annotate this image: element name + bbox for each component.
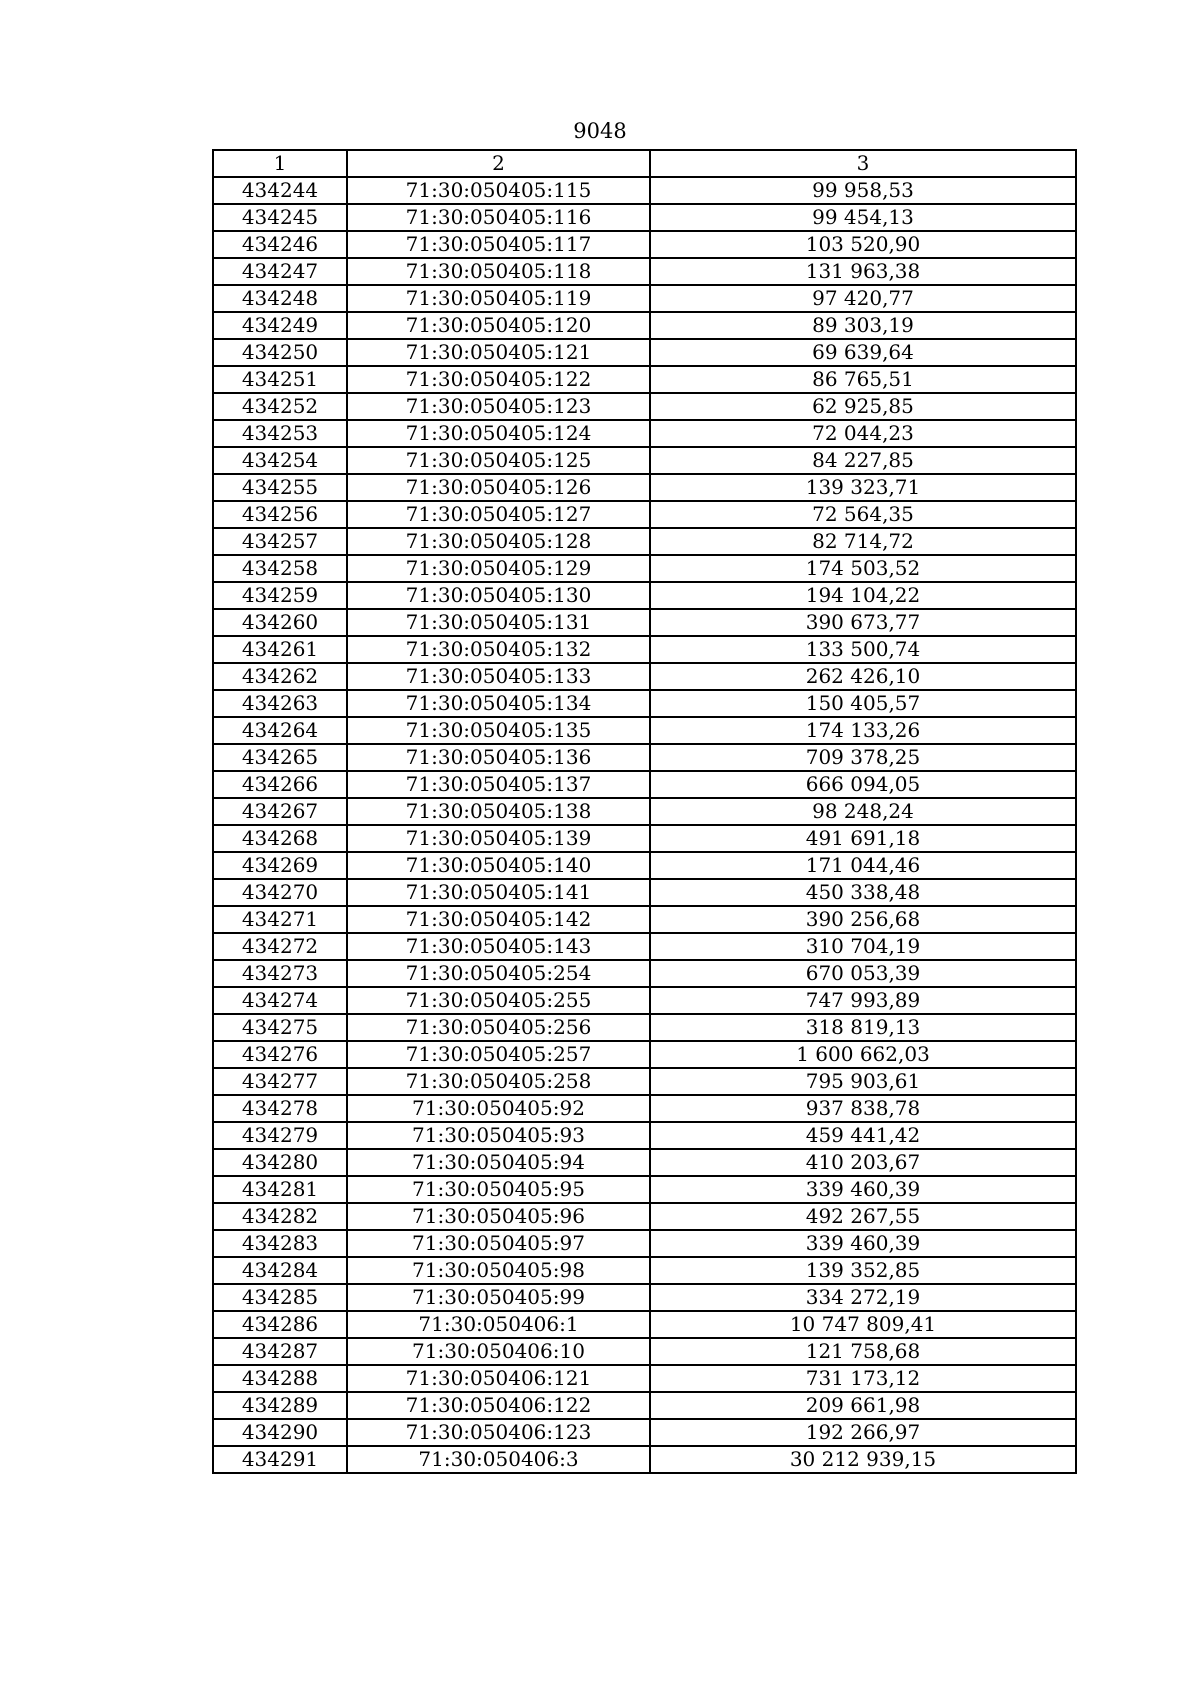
cell-cadastral-value: 310 704,19 [650, 933, 1076, 960]
table-row [213, 933, 1076, 960]
cell-row-number: 434291 [213, 1446, 347, 1473]
cell-row-number: 434290 [213, 1419, 347, 1446]
cell-cadastral-value: 339 460,39 [650, 1230, 1076, 1257]
cell-cadastral-number: 71:30:050405:123 [347, 393, 650, 420]
column-header-cadastral-number: 2 [347, 150, 650, 177]
cell-row-number: 434263 [213, 690, 347, 717]
table-row [213, 825, 1076, 852]
cell-cadastral-number: 71:30:050405:131 [347, 609, 650, 636]
table-row [213, 1257, 1076, 1284]
cell-cadastral-value: 459 441,42 [650, 1122, 1076, 1149]
cell-row-number: 434262 [213, 663, 347, 690]
cell-cadastral-value: 731 173,12 [650, 1365, 1076, 1392]
cell-row-number: 434276 [213, 1041, 347, 1068]
cell-cadastral-value: 390 673,77 [650, 609, 1076, 636]
cell-cadastral-number: 71:30:050405:125 [347, 447, 650, 474]
table-row [213, 1446, 1076, 1473]
cell-cadastral-value: 795 903,61 [650, 1068, 1076, 1095]
table-row [213, 312, 1076, 339]
cell-cadastral-number: 71:30:050405:135 [347, 717, 650, 744]
cell-cadastral-value: 133 500,74 [650, 636, 1076, 663]
column-header-number: 1 [213, 150, 347, 177]
cell-cadastral-number: 71:30:050405:136 [347, 744, 650, 771]
cell-cadastral-value: 84 227,85 [650, 447, 1076, 474]
cell-cadastral-number: 71:30:050405:92 [347, 1095, 650, 1122]
cell-row-number: 434267 [213, 798, 347, 825]
cell-row-number: 434275 [213, 1014, 347, 1041]
cell-cadastral-number: 71:30:050405:93 [347, 1122, 650, 1149]
cell-row-number: 434272 [213, 933, 347, 960]
cell-cadastral-number: 71:30:050405:129 [347, 555, 650, 582]
cell-cadastral-number: 71:30:050405:137 [347, 771, 650, 798]
table-row [213, 1284, 1076, 1311]
cell-cadastral-number: 71:30:050405:96 [347, 1203, 650, 1230]
cell-row-number: 434270 [213, 879, 347, 906]
cell-cadastral-value: 89 303,19 [650, 312, 1076, 339]
cell-cadastral-value: 99 958,53 [650, 177, 1076, 204]
cell-cadastral-number: 71:30:050406:123 [347, 1419, 650, 1446]
cell-cadastral-number: 71:30:050405:139 [347, 825, 650, 852]
table-row [213, 231, 1076, 258]
cell-row-number: 434250 [213, 339, 347, 366]
table-row [213, 1068, 1076, 1095]
table-row [213, 609, 1076, 636]
cell-cadastral-value: 10 747 809,41 [650, 1311, 1076, 1338]
cell-cadastral-value: 98 248,24 [650, 798, 1076, 825]
cadastral-value-table [212, 149, 1077, 1474]
cell-row-number: 434277 [213, 1068, 347, 1095]
cell-cadastral-value: 194 104,22 [650, 582, 1076, 609]
cell-cadastral-value: 69 639,64 [650, 339, 1076, 366]
cell-row-number: 434287 [213, 1338, 347, 1365]
table-row [213, 906, 1076, 933]
cell-cadastral-value: 709 378,25 [650, 744, 1076, 771]
cell-cadastral-number: 71:30:050405:143 [347, 933, 650, 960]
table-row [213, 366, 1076, 393]
cell-row-number: 434285 [213, 1284, 347, 1311]
table-row [213, 1230, 1076, 1257]
cell-cadastral-value: 747 993,89 [650, 987, 1076, 1014]
cell-row-number: 434268 [213, 825, 347, 852]
cell-cadastral-value: 62 925,85 [650, 393, 1076, 420]
cell-cadastral-number: 71:30:050405:120 [347, 312, 650, 339]
table-row [213, 204, 1076, 231]
table-row [213, 1419, 1076, 1446]
cell-cadastral-value: 150 405,57 [650, 690, 1076, 717]
cell-cadastral-value: 82 714,72 [650, 528, 1076, 555]
cell-cadastral-number: 71:30:050406:121 [347, 1365, 650, 1392]
cell-cadastral-number: 71:30:050405:133 [347, 663, 650, 690]
cell-cadastral-number: 71:30:050405:142 [347, 906, 650, 933]
cell-cadastral-value: 30 212 939,15 [650, 1446, 1076, 1473]
cell-cadastral-value: 262 426,10 [650, 663, 1076, 690]
cell-row-number: 434249 [213, 312, 347, 339]
table-row [213, 663, 1076, 690]
cell-cadastral-value: 666 094,05 [650, 771, 1076, 798]
cell-cadastral-number: 71:30:050405:116 [347, 204, 650, 231]
table-row [213, 717, 1076, 744]
table-row [213, 690, 1076, 717]
cell-row-number: 434289 [213, 1392, 347, 1419]
table-row [213, 393, 1076, 420]
cell-cadastral-number: 71:30:050405:94 [347, 1149, 650, 1176]
cell-cadastral-number: 71:30:050405:257 [347, 1041, 650, 1068]
table-row [213, 528, 1076, 555]
cell-cadastral-value: 139 352,85 [650, 1257, 1076, 1284]
cell-row-number: 434269 [213, 852, 347, 879]
cell-row-number: 434247 [213, 258, 347, 285]
cell-cadastral-value: 318 819,13 [650, 1014, 1076, 1041]
cell-cadastral-value: 174 503,52 [650, 555, 1076, 582]
cell-row-number: 434273 [213, 960, 347, 987]
cell-cadastral-value: 72 044,23 [650, 420, 1076, 447]
cell-cadastral-number: 71:30:050405:258 [347, 1068, 650, 1095]
table-row [213, 1203, 1076, 1230]
cell-cadastral-number: 71:30:050405:127 [347, 501, 650, 528]
cell-cadastral-value: 390 256,68 [650, 906, 1076, 933]
table-row [213, 501, 1076, 528]
table-body [213, 177, 1076, 1473]
cell-cadastral-value: 174 133,26 [650, 717, 1076, 744]
table-row [213, 177, 1076, 204]
table-row [213, 474, 1076, 501]
table-row [213, 1149, 1076, 1176]
cell-cadastral-value: 139 323,71 [650, 474, 1076, 501]
table-row [213, 879, 1076, 906]
cell-row-number: 434252 [213, 393, 347, 420]
cell-row-number: 434251 [213, 366, 347, 393]
cell-cadastral-value: 491 691,18 [650, 825, 1076, 852]
cell-cadastral-number: 71:30:050405:118 [347, 258, 650, 285]
cell-cadastral-value: 209 661,98 [650, 1392, 1076, 1419]
table-row [213, 636, 1076, 663]
table-row [213, 1041, 1076, 1068]
cell-row-number: 434283 [213, 1230, 347, 1257]
table-row [213, 960, 1076, 987]
cell-cadastral-number: 71:30:050405:124 [347, 420, 650, 447]
cell-cadastral-number: 71:30:050406:10 [347, 1338, 650, 1365]
cell-row-number: 434259 [213, 582, 347, 609]
cell-cadastral-number: 71:30:050405:115 [347, 177, 650, 204]
cell-row-number: 434274 [213, 987, 347, 1014]
cell-row-number: 434255 [213, 474, 347, 501]
cell-cadastral-value: 86 765,51 [650, 366, 1076, 393]
table-row [213, 744, 1076, 771]
cell-row-number: 434245 [213, 204, 347, 231]
table-row [213, 1311, 1076, 1338]
cell-cadastral-value: 103 520,90 [650, 231, 1076, 258]
cell-row-number: 434256 [213, 501, 347, 528]
cell-cadastral-number: 71:30:050405:119 [347, 285, 650, 312]
cell-row-number: 434264 [213, 717, 347, 744]
cell-cadastral-number: 71:30:050405:117 [347, 231, 650, 258]
cell-cadastral-value: 334 272,19 [650, 1284, 1076, 1311]
cell-row-number: 434244 [213, 177, 347, 204]
cell-row-number: 434257 [213, 528, 347, 555]
cell-cadastral-value: 192 266,97 [650, 1419, 1076, 1446]
page-number: 9048 [573, 119, 627, 143]
cell-cadastral-number: 71:30:050406:3 [347, 1446, 650, 1473]
cell-row-number: 434271 [213, 906, 347, 933]
cell-row-number: 434281 [213, 1176, 347, 1203]
cell-row-number: 434278 [213, 1095, 347, 1122]
table-row [213, 447, 1076, 474]
cell-cadastral-number: 71:30:050406:1 [347, 1311, 650, 1338]
cell-row-number: 434286 [213, 1311, 347, 1338]
table-row [213, 555, 1076, 582]
cell-row-number: 434253 [213, 420, 347, 447]
cell-row-number: 434280 [213, 1149, 347, 1176]
cell-cadastral-number: 71:30:050405:122 [347, 366, 650, 393]
cell-cadastral-number: 71:30:050405:254 [347, 960, 650, 987]
cell-cadastral-number: 71:30:050405:121 [347, 339, 650, 366]
cell-row-number: 434258 [213, 555, 347, 582]
cell-cadastral-value: 339 460,39 [650, 1176, 1076, 1203]
cell-cadastral-value: 97 420,77 [650, 285, 1076, 312]
table-row [213, 258, 1076, 285]
cell-cadastral-number: 71:30:050405:132 [347, 636, 650, 663]
cell-cadastral-value: 937 838,78 [650, 1095, 1076, 1122]
cell-row-number: 434254 [213, 447, 347, 474]
cell-cadastral-number: 71:30:050405:255 [347, 987, 650, 1014]
table-row [213, 420, 1076, 447]
cell-cadastral-number: 71:30:050406:122 [347, 1392, 650, 1419]
table-row [213, 582, 1076, 609]
cell-cadastral-number: 71:30:050405:140 [347, 852, 650, 879]
cell-row-number: 434246 [213, 231, 347, 258]
cell-row-number: 434266 [213, 771, 347, 798]
table-row [213, 1365, 1076, 1392]
table-row [213, 1338, 1076, 1365]
table-row [213, 1014, 1076, 1041]
cell-cadastral-number: 71:30:050405:97 [347, 1230, 650, 1257]
cell-cadastral-number: 71:30:050405:138 [347, 798, 650, 825]
cell-row-number: 434288 [213, 1365, 347, 1392]
cell-cadastral-number: 71:30:050405:134 [347, 690, 650, 717]
table-row [213, 1392, 1076, 1419]
cell-cadastral-number: 71:30:050405:141 [347, 879, 650, 906]
cell-cadastral-number: 71:30:050405:99 [347, 1284, 650, 1311]
cell-cadastral-number: 71:30:050405:98 [347, 1257, 650, 1284]
cell-cadastral-number: 71:30:050405:126 [347, 474, 650, 501]
cell-cadastral-number: 71:30:050405:130 [347, 582, 650, 609]
cell-cadastral-number: 71:30:050405:95 [347, 1176, 650, 1203]
cell-cadastral-value: 72 564,35 [650, 501, 1076, 528]
table-row [213, 285, 1076, 312]
column-header-value: 3 [650, 150, 1076, 177]
cell-cadastral-value: 450 338,48 [650, 879, 1076, 906]
table-header-row [213, 150, 1076, 177]
cell-cadastral-value: 171 044,46 [650, 852, 1076, 879]
table-row [213, 987, 1076, 1014]
cell-cadastral-value: 99 454,13 [650, 204, 1076, 231]
cell-row-number: 434260 [213, 609, 347, 636]
cell-cadastral-value: 670 053,39 [650, 960, 1076, 987]
cell-cadastral-number: 71:30:050405:256 [347, 1014, 650, 1041]
cell-cadastral-value: 121 758,68 [650, 1338, 1076, 1365]
table-row [213, 339, 1076, 366]
cell-cadastral-value: 410 203,67 [650, 1149, 1076, 1176]
cell-row-number: 434265 [213, 744, 347, 771]
table-row [213, 771, 1076, 798]
table-row [213, 798, 1076, 825]
cell-cadastral-number: 71:30:050405:128 [347, 528, 650, 555]
table-row [213, 1176, 1076, 1203]
table-row [213, 1095, 1076, 1122]
cell-row-number: 434248 [213, 285, 347, 312]
cell-row-number: 434279 [213, 1122, 347, 1149]
cell-row-number: 434282 [213, 1203, 347, 1230]
cell-cadastral-value: 1 600 662,03 [650, 1041, 1076, 1068]
cell-row-number: 434284 [213, 1257, 347, 1284]
table-row [213, 852, 1076, 879]
cell-row-number: 434261 [213, 636, 347, 663]
cell-cadastral-value: 131 963,38 [650, 258, 1076, 285]
table-row [213, 1122, 1076, 1149]
cell-cadastral-value: 492 267,55 [650, 1203, 1076, 1230]
